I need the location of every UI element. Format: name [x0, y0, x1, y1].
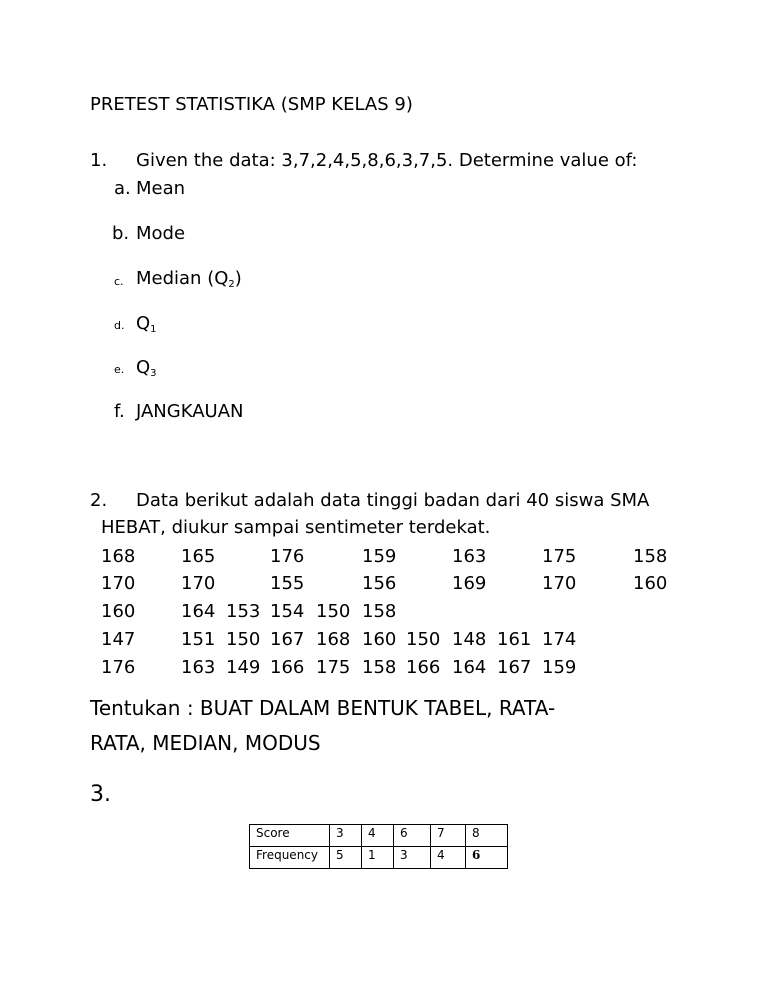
- score-cell: 7: [431, 825, 466, 847]
- height-value: 159: [542, 657, 577, 678]
- q1-item-c-label: Median $(Q_2)$: [136, 268, 242, 290]
- height-value: 150: [226, 629, 261, 650]
- q1-item-a-label: Mean: [136, 178, 186, 199]
- height-value: 166: [270, 657, 305, 678]
- height-value: 151: [181, 629, 216, 650]
- height-value: 175: [542, 546, 577, 567]
- height-value: 153: [226, 601, 261, 622]
- q1-item-c-letter: c.: [114, 275, 124, 288]
- height-value: 163: [181, 657, 216, 678]
- frequency-cell: 1: [362, 847, 394, 869]
- frequency-cell: 6: [466, 847, 508, 869]
- q1-item-a-letter: a.: [114, 178, 131, 199]
- height-value: 164: [452, 657, 487, 678]
- q2-task-line1: Tentukan : BUAT DALAM BENTUK TABEL, RATA-: [90, 696, 556, 720]
- height-value: 166: [406, 657, 441, 678]
- height-value: 170: [181, 573, 216, 594]
- height-value: 160: [633, 573, 668, 594]
- q1-item-d-label: $Q_1$: [136, 313, 157, 335]
- score-cell: 8: [466, 825, 508, 847]
- row-label-score: Score: [250, 825, 330, 847]
- height-value: 160: [101, 601, 136, 622]
- height-value: 170: [542, 573, 577, 594]
- height-value: 158: [362, 657, 397, 678]
- height-value: 154: [270, 601, 305, 622]
- frequency-cell: 3: [394, 847, 431, 869]
- height-value: 169: [452, 573, 487, 594]
- height-value: 148: [452, 629, 487, 650]
- height-value: 176: [101, 657, 136, 678]
- height-value: 150: [406, 629, 441, 650]
- height-value: 168: [101, 546, 136, 567]
- score-cell: 6: [394, 825, 431, 847]
- height-value: 165: [181, 546, 216, 567]
- frequency-cell: 4: [431, 847, 466, 869]
- score-frequency-table: [249, 824, 508, 869]
- height-value: 163: [452, 546, 487, 567]
- height-value: 174: [542, 629, 577, 650]
- q2-task-line2: RATA, MEDIAN, MODUS: [90, 731, 321, 755]
- height-value: 158: [633, 546, 668, 567]
- height-value: 167: [270, 629, 305, 650]
- q1-item-f-letter: f.: [114, 401, 125, 422]
- q1-item-b-letter: b.: [112, 223, 130, 244]
- height-value: 170: [101, 573, 136, 594]
- height-value: 149: [226, 657, 261, 678]
- score-cell: 4: [362, 825, 394, 847]
- height-value: 175: [316, 657, 351, 678]
- q1-number: 1.: [90, 150, 108, 171]
- height-value: 167: [497, 657, 532, 678]
- score-cell: 3: [330, 825, 362, 847]
- height-value: 160: [362, 629, 397, 650]
- q3-number: 3.: [90, 782, 111, 807]
- height-value: 150: [316, 601, 351, 622]
- q1-text: Given the data: 3,7,2,4,5,8,6,3,7,5. Determine value of:: [136, 150, 638, 171]
- q2-line1: Data berikut adalah data tinggi badan dari 40 siswa SMA: [136, 490, 650, 511]
- q1-item-e-letter: e.: [114, 363, 125, 376]
- height-value: 176: [270, 546, 305, 567]
- row-label-frequency: Frequency: [250, 847, 330, 869]
- q1-item-d-subscript: 1: [150, 324, 157, 335]
- height-value: 158: [362, 601, 397, 622]
- height-value: 147: [101, 629, 136, 650]
- page-title: PRETEST STATISTIKA (SMP KELAS 9): [90, 94, 413, 115]
- q1-item-f-label: JANGKAUAN: [136, 401, 244, 422]
- q1-item-d-letter: d.: [114, 319, 125, 332]
- height-value: 161: [497, 629, 532, 650]
- q1-item-e-subscript: 3: [150, 368, 157, 379]
- table-row: [250, 847, 508, 869]
- height-value: 159: [362, 546, 397, 567]
- frequency-cell: 5: [330, 847, 362, 869]
- table-row: [250, 825, 508, 847]
- q2-line2: HEBAT, diukur sampai sentimeter terdekat.: [101, 517, 491, 538]
- q1-item-b-label: Mode: [136, 223, 186, 244]
- height-value: 156: [362, 573, 397, 594]
- q2-number: 2.: [90, 490, 108, 511]
- height-value: 155: [270, 573, 305, 594]
- q1-item-c-subscript: 2: [228, 279, 235, 290]
- height-value: 164: [181, 601, 216, 622]
- q1-item-e-label: $Q_3$: [136, 357, 157, 379]
- height-value: 168: [316, 629, 351, 650]
